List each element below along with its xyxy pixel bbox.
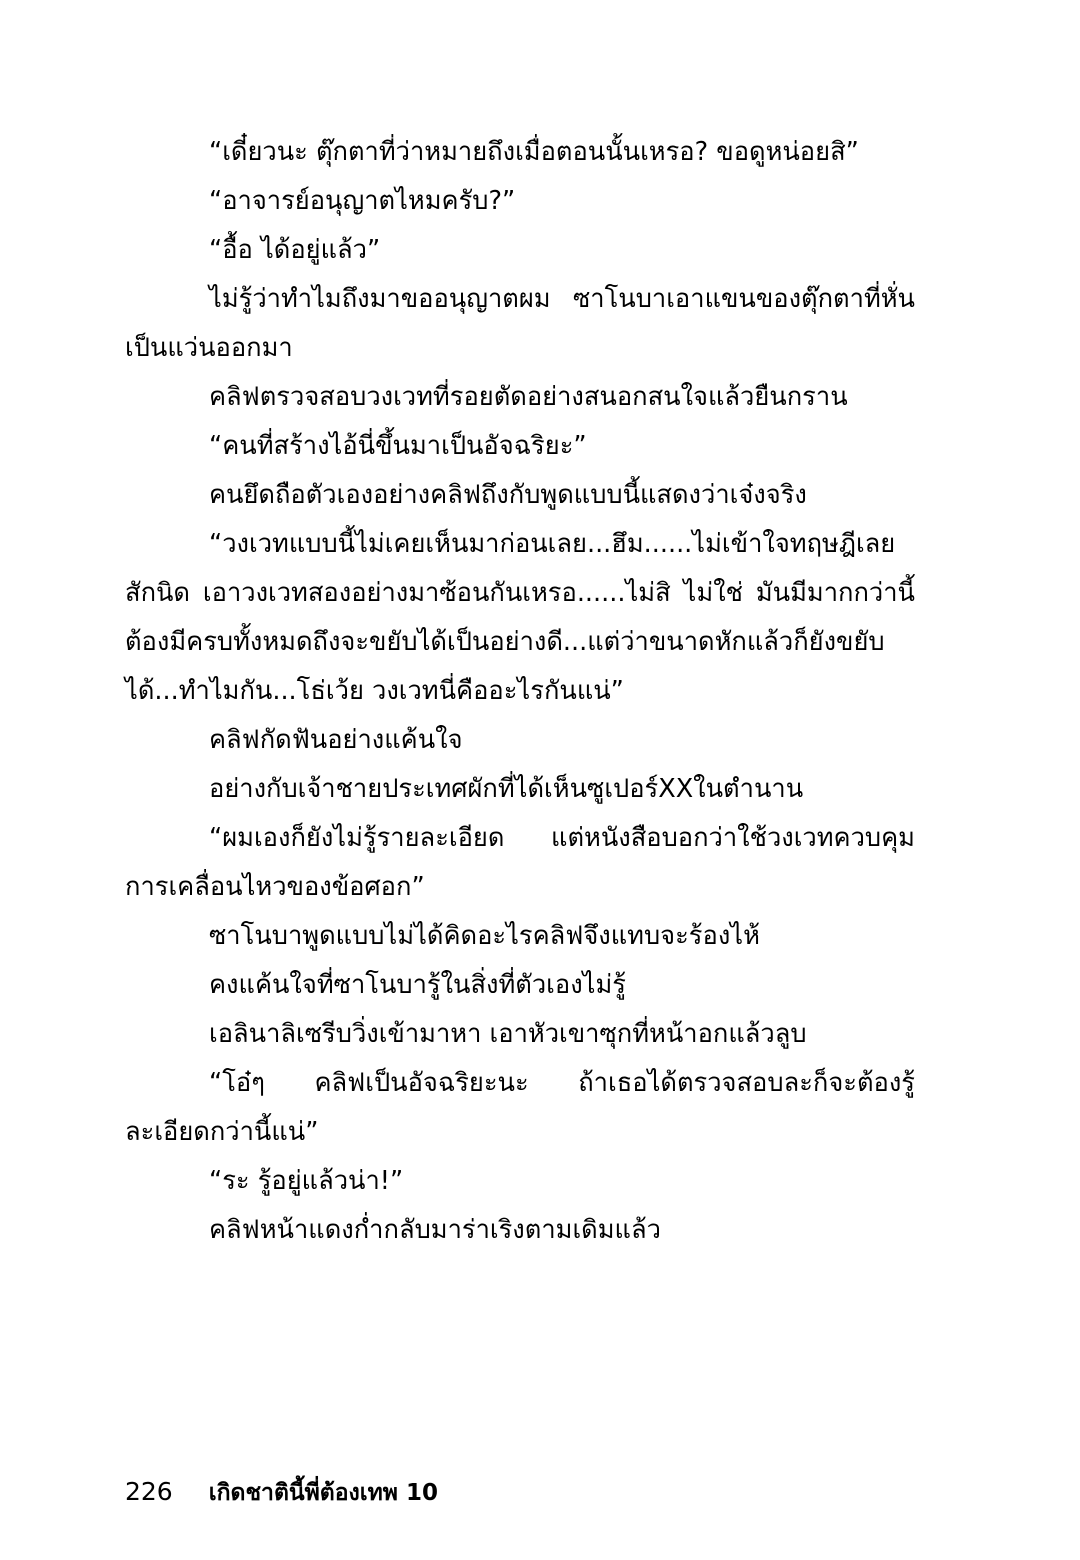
paragraph: คงแค้นใจที่ซาโนบารู้ในสิ่งที่ตัวเองไม่รู้: [209, 970, 626, 1000]
paragraph: “ระ รู้อยู่แล้วน่า!”: [209, 1166, 404, 1196]
paragraph: “อาจารย์อนุญาตไหมครับ?”: [209, 186, 516, 216]
body-text: [125, 128, 915, 1255]
paragraph: คลิฟหน้าแดงก่ำกลับมาร่าเริงตามเดิมแล้ว: [209, 1215, 661, 1245]
paragraph: “เดี๋ยวนะ ตุ๊กตาที่ว่าหมายถึงเมื่อตอนนั้นเหรอ? ขอดูหน่อยสิ”: [209, 137, 859, 167]
paragraph: ไม่รู้ว่าทำไมถึงมาขออนุญาตผม ซาโนบาเอาแขนของตุ๊กตาที่หั่นเป็นแว่นออกมา: [125, 284, 915, 363]
paragraph: เอลินาลิเซรีบวิ่งเข้ามาหา เอาหัวเขาซุกที่หน้าอกแล้วลูบ: [209, 1019, 807, 1049]
paragraph: คลิฟตรวจสอบวงเวทที่รอยตัดอย่างสนอกสนใจแล้วยืนกราน: [209, 382, 848, 412]
paragraph: “ผมเองก็ยังไม่รู้รายละเอียด แต่หนังสือบอกว่าใช้วงเวทควบคุมการเคลื่อนไหวของข้อศอก”: [125, 823, 915, 902]
paragraph: “โอ๋ๆ คลิฟเป็นอัจฉริยะนะ ถ้าเธอได้ตรวจสอบละก็จะต้องรู้ละเอียดกว่านี้แน่”: [125, 1068, 915, 1147]
paragraph: คลิฟกัดฟันอย่างแค้นใจ: [209, 725, 463, 755]
running-title: เกิดชาตินี้พี่ต้องเทพ 10: [208, 1480, 438, 1506]
page-number: 226: [125, 1477, 173, 1506]
paragraph: “คนที่สร้างไอ้นี่ขึ้นมาเป็นอัจฉริยะ”: [209, 431, 587, 461]
paragraph: คนยึดถือตัวเองอย่างคลิฟถึงกับพูดแบบนี้แสดงว่าเจ๋งจริง: [209, 480, 807, 510]
paragraph: “วงเวทแบบนี้ไม่เคยเห็นมาก่อนเลย...ฮึม......ไม่เข้าใจทฤษฎีเลยสักนิด เอาวงเวทสองอย่างมาซ้อนกันเหรอ......ไม่สิ ไม่ใช่ มันมีมากกว่านี้ต้องมีครบทั้งหมดถึงจะขยับได้เป็นอย่างดี...แต่ว่าขนาดหักแล้วก็ยังขยับได้...ทำไมกัน...โธ่เว้ย วงเวทนี่คืออะไรกันแน่”: [125, 529, 915, 706]
paragraph: “อื้อ ได้อยู่แล้ว”: [209, 235, 381, 265]
page-footer: [125, 1479, 945, 1505]
paragraph: อย่างกับเจ้าชายประเทศผักที่ได้เห็นซูเปอร์XXในตำนาน: [209, 774, 804, 804]
paragraph: ซาโนบาพูดแบบไม่ได้คิดอะไรคลิฟจึงแทบจะร้องไห้: [209, 921, 760, 951]
